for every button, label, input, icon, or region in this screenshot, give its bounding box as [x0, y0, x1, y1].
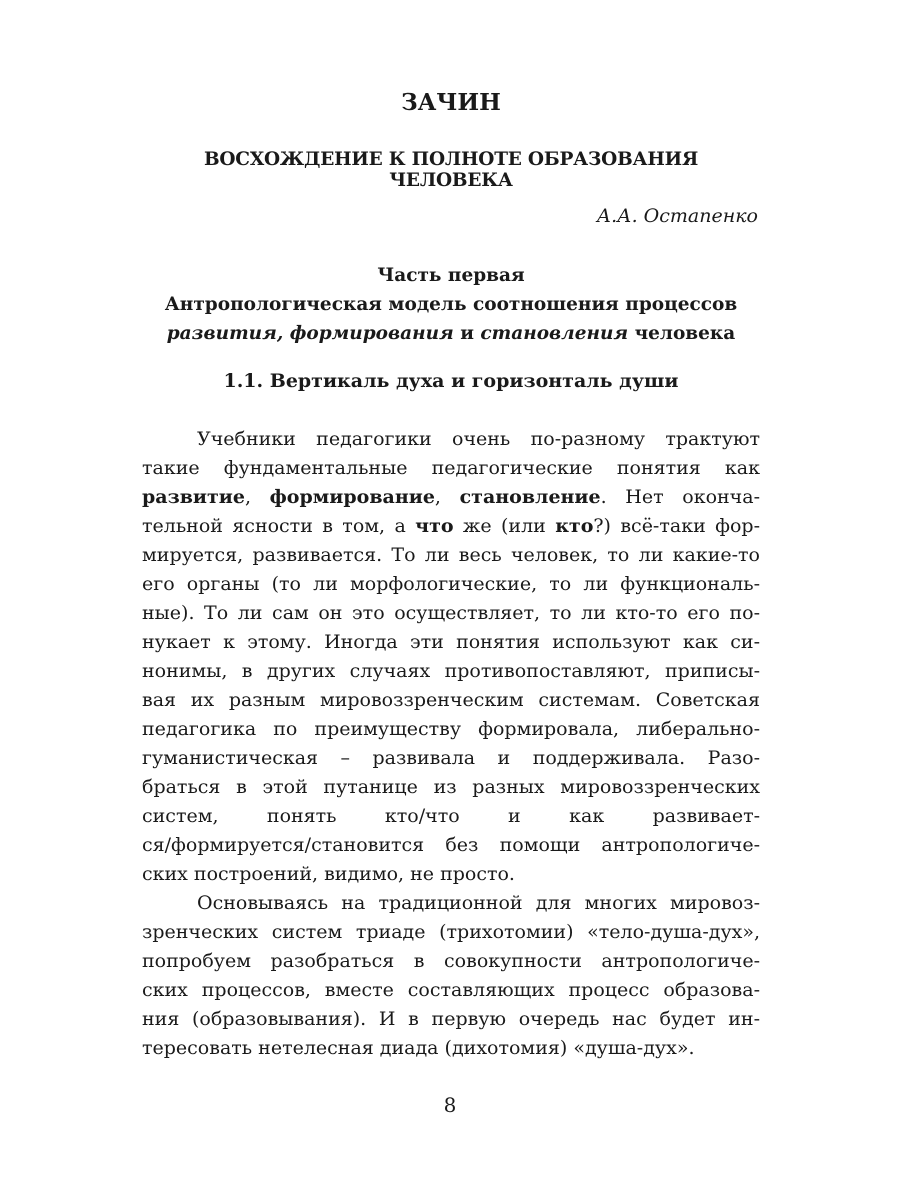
body-text — [142, 425, 760, 1063]
paragraph-1-line: Учебники педагогики очень по-разному трактуют — [197, 428, 760, 450]
paragraph-2-line: ских процессов, вместе составляющих процесс образова- — [142, 979, 760, 1001]
paragraph-1-line: нукает к этому. Иногда эти понятия используют как си- — [142, 631, 760, 653]
paragraph-2-line: попробуем разобраться в совокупности антропологиче- — [142, 950, 760, 972]
paragraph-1-line: браться в этой путанице из разных мировоззренческих — [142, 776, 760, 798]
paragraph-1-line: мируется, развивается. То ли весь человек, то ли какие-то — [142, 544, 760, 566]
text-fragment: ?) всё-таки фор- — [593, 515, 761, 537]
part-title-line-2 — [142, 319, 760, 348]
term-chto: что — [415, 515, 454, 537]
paragraph-1-line: нонимы, в других случаях противопоставляют, приписы- — [142, 660, 760, 682]
section-title: 1.1. Вертикаль духа и горизонталь души — [223, 370, 679, 392]
term-kto: кто — [555, 515, 594, 537]
paragraph-1-line — [142, 512, 760, 541]
paragraph-1-line: ских построений, видимо, не просто. — [142, 863, 515, 885]
chapter-subtitle: ВОСХОЖДЕНИЕ К ПОЛНОТЕ ОБРАЗОВАНИЯ ЧЕЛОВЕКА — [203, 149, 699, 191]
paragraph-2-line: тересовать нетелесная диада (дихотомия) «душа-дух». — [142, 1037, 695, 1059]
part-title-italic-2: становления — [480, 323, 629, 344]
page-number: 8 — [443, 1093, 457, 1117]
part-title-italic-1: развития, формирования — [166, 323, 454, 344]
paragraph-1-line: систем, понять кто/что и как развивает- — [142, 805, 760, 827]
paragraph-1-line: гуманистическая – развивала и поддерживала. Разо- — [142, 747, 760, 769]
term-formirovanie: формирование — [269, 486, 435, 508]
paragraph-1-line: ные). То ли сам он это осуществляет, то ли кто-то его по- — [142, 602, 760, 624]
text-fragment: , — [244, 486, 270, 508]
term-razvitie: развитие — [142, 486, 245, 508]
paragraph-1-line: его органы (то ли морфологические, то ли функциональ- — [142, 573, 760, 595]
text-fragment: же (или — [453, 515, 556, 537]
paragraph-1-line: вая их разным мировоззренческим системам. Советская — [142, 689, 760, 711]
paragraph-2-line: зренческих систем триаде (трихотомии) «тело-душа-дух», — [142, 921, 760, 943]
paragraph-1-line: ся/формируется/становится без помощи антропологиче- — [142, 834, 760, 856]
term-stanovlenie: становление — [459, 486, 601, 508]
part-title-line-1: Антропологическая модель соотношения процессов — [164, 294, 738, 315]
chapter-title: ЗАЧИН — [401, 89, 501, 116]
paragraph-2-line: ния (образовывания). И в первую очередь нас будет ин- — [142, 1008, 760, 1030]
part-label: Часть первая — [377, 265, 525, 286]
text-fragment: , — [434, 486, 460, 508]
paragraph-1-line — [142, 483, 760, 512]
part-title-end: человека — [628, 323, 736, 344]
paragraph-1-line: педагогика по преимуществу формировала, либерально- — [142, 718, 760, 740]
part-heading — [142, 261, 760, 348]
part-title-connector: и — [453, 323, 481, 344]
text-fragment: тельной ясности в том, а — [142, 515, 416, 537]
paragraph-1-line: такие фундаментальные педагогические понятия как — [142, 457, 760, 479]
author-name: А.А. Остапенко — [596, 205, 758, 227]
paragraph-2-line: Основываясь на традиционной для многих мировоз- — [197, 892, 760, 914]
text-fragment: . Нет оконча- — [600, 486, 760, 508]
